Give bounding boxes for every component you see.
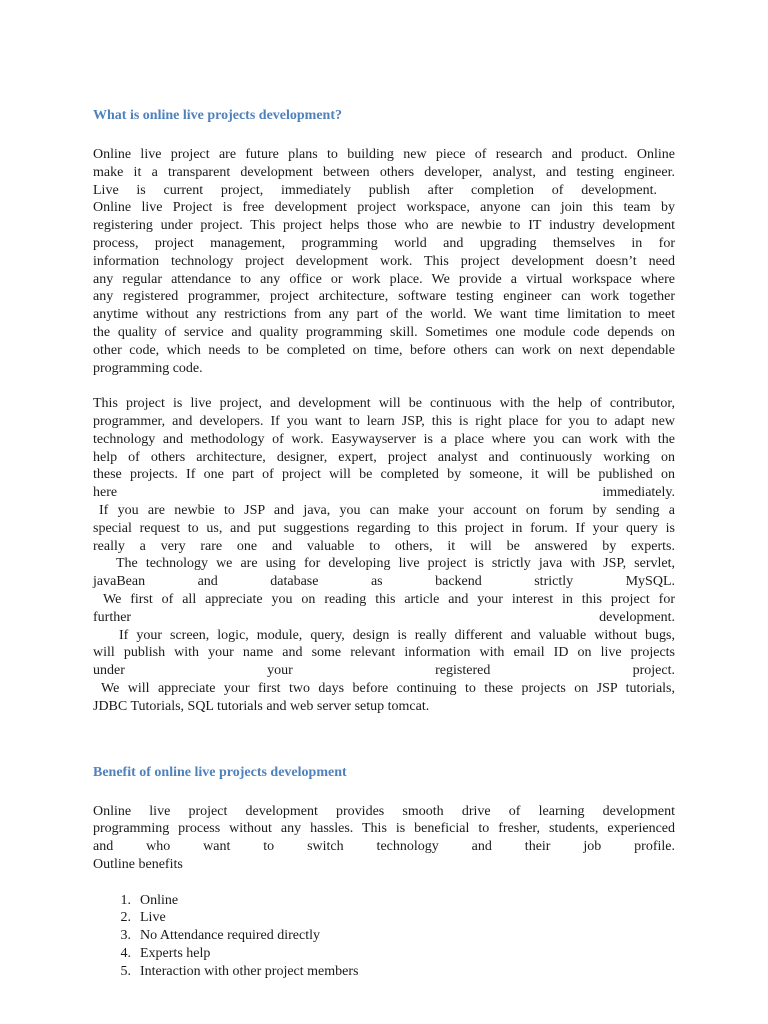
text-line: Online live Project is free development project workspace, anyone can join this team by [93,200,675,216]
text-line: This project is live project, and development will be continuous with the help of contributor, [93,396,675,412]
text-line: We first of all appreciate you on reading this article and your interest in this project for [103,591,675,607]
text-line: the quality of service and quality programming skill. Sometimes one module code depends on [93,324,675,340]
text-line: programming process without any hassles. This is beneficial to fresher, students, experienced [93,821,675,837]
list-item [93,963,675,981]
section-heading-benefit: Benefit of online live projects development [93,764,347,780]
text-line: help of others architecture, designer, expert, project analyst and continuously working on [93,449,675,465]
text-line: other code, which needs to be completed on time, before others can work on next dependable [93,342,675,358]
text-line: The technology we are using for developing live project is strictly java with JSP, servlet, [116,556,675,572]
text-line: any registered programmer, project architecture, software testing engineer can work together [93,289,675,305]
text-line: process, project management, programming world and upgrading themselves in for [93,235,675,251]
list-number: 1. [120,892,131,908]
list-item-text: Experts help [140,946,211,962]
text-line: further development. [93,609,675,625]
list-item [93,945,675,963]
text-line: Outline benefits [93,856,183,872]
text-line: really a very rare one and valuable to others, it will be answered by experts. [93,538,675,554]
section-heading-what-is: What is online live projects development? [93,108,343,123]
list-item [93,892,675,910]
list-item-text: No Attendance required directly [140,928,320,944]
text-line: will publish with your name and some relevant information with email ID on live projects [93,645,675,661]
text-line: If your screen, logic, module, query, design is really different and valuable without bugs, [119,627,675,643]
list-item-text: Interaction with other project members [140,963,359,979]
list-number: 2. [120,910,131,926]
list-item-text: Live [140,910,166,926]
list-item-text: Online [140,892,179,908]
list-number: 4. [120,946,131,962]
text-line: programming code. [93,360,203,376]
text-line: JDBC Tutorials, SQL tutorials and web server setup tomcat. [93,698,430,714]
text-line: make it a transparent development between others developer, analyst, and testing engineer. [93,164,675,180]
text-line: anytime without any restrictions from any part of the world. We want time limitation to meet [93,307,675,323]
list-item [93,927,675,945]
text-line: these projects. If one part of project will be completed by someone, it will be published on [93,467,675,483]
text-line: programmer, and developers. If you want to learn JSP, this is right place for you to adapt new [93,413,675,429]
list-number: 5. [120,963,131,979]
text-line: special request to us, and put suggestions regarding to this project in forum. If your query is [93,520,675,536]
text-line: Live is current project, immediately publish after completion of development. [93,182,657,198]
text-line: Online live project development provides smooth drive of learning development [93,803,675,819]
text-line: technology and methodology of work. Easywayserver is a place where you can work with the [93,431,675,447]
text-line: here immediately. [93,485,675,501]
text-line: any regular attendance to any office or work place. We provide a virtual workspace where [93,271,675,287]
text-line: javaBean and database as backend strictly MySQL. [93,574,675,590]
benefit-paragraph [93,803,675,874]
text-line: registering under project. This project helps those who are newbie to IT industry development [93,218,675,234]
intro-paragraph [93,146,675,377]
text-line: information technology project development work. This project development doesn’t need [93,253,675,269]
text-line: If you are newbie to JSP and java, you can make your account on forum by sending a [99,502,675,518]
benefits-list [93,892,675,981]
text-line: Online live project are future plans to building new piece of research and product. Online [93,147,675,162]
details-paragraph [93,395,675,715]
text-line: and who want to switch technology and their job profile. [93,839,675,855]
list-item [93,909,675,927]
text-line: under your registered project. [93,663,675,679]
list-number: 3. [120,928,131,944]
text-line: We will appreciate your first two days before continuing to these projects on JSP tutorials, [101,680,675,696]
